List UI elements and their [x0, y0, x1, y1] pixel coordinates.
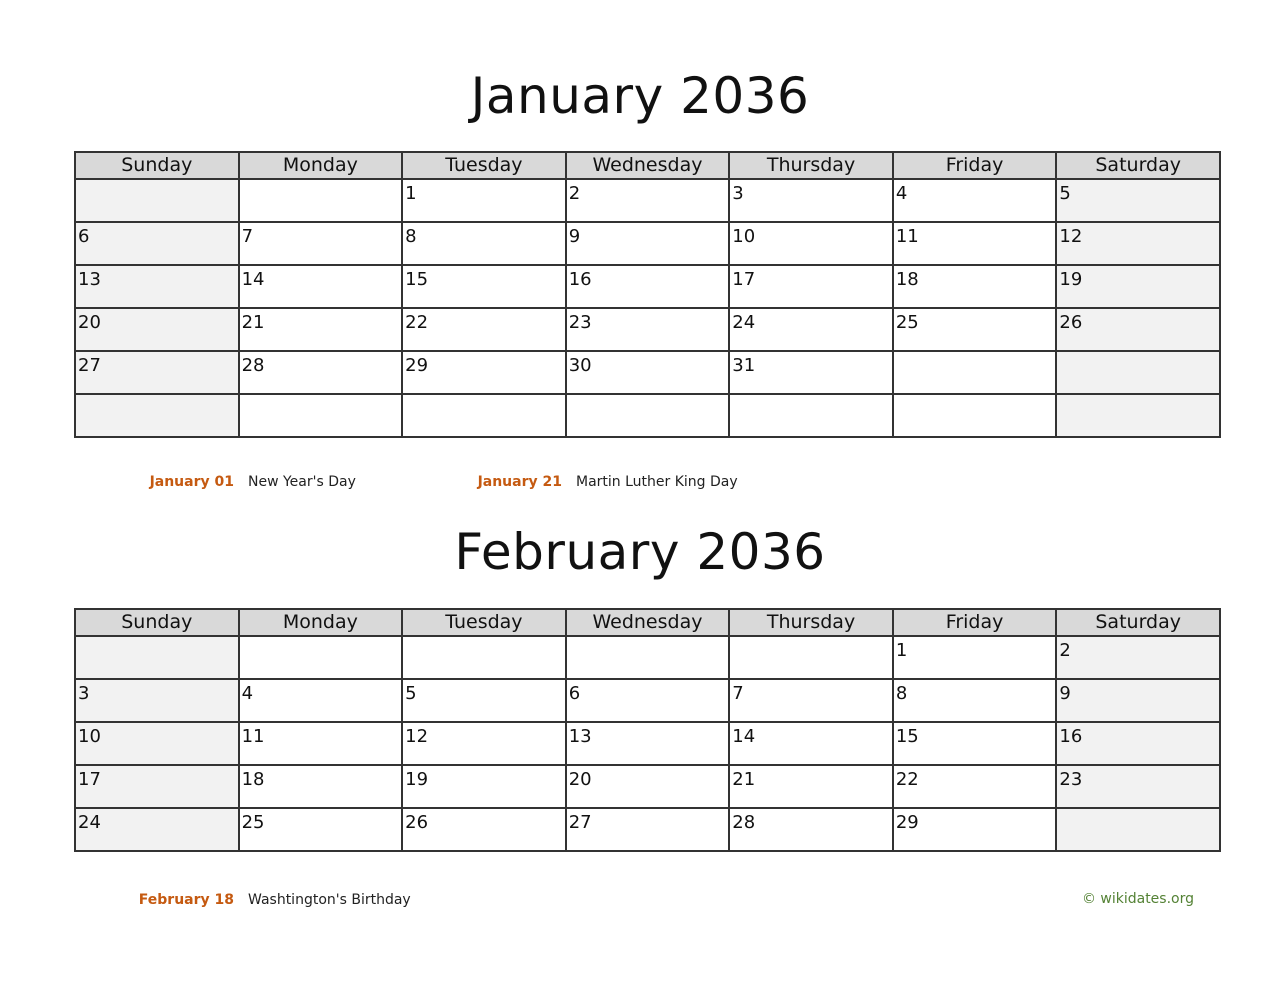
- day-number: 18: [241, 769, 265, 790]
- day-number: 29: [895, 812, 919, 833]
- day-cell: [75, 394, 239, 437]
- day-number: 28: [241, 355, 265, 376]
- weekday-header-thursday: Thursday: [729, 609, 893, 636]
- day-cell: [239, 636, 403, 679]
- day-cell: [893, 808, 1057, 851]
- weekday-header-saturday: Saturday: [1056, 152, 1220, 179]
- day-cell: [402, 222, 566, 265]
- day-cell: [566, 265, 730, 308]
- day-number: 2: [1059, 640, 1071, 661]
- day-cell: [893, 351, 1057, 394]
- day-number: 13: [78, 269, 101, 290]
- day-number: 6: [568, 683, 581, 704]
- holiday-item: [100, 892, 411, 908]
- day-number: [240, 180, 402, 183]
- day-number: 5: [405, 683, 417, 704]
- day-number: 19: [405, 769, 429, 790]
- day-cell: [729, 765, 893, 808]
- day-number: [240, 637, 402, 640]
- week-row: [75, 636, 1220, 679]
- day-cell: [239, 265, 403, 308]
- day-cell: [402, 722, 566, 765]
- week-row: [75, 394, 1220, 437]
- day-number: 23: [1059, 769, 1083, 790]
- day-cell: [239, 765, 403, 808]
- day-number: 9: [568, 226, 581, 247]
- day-cell: [75, 722, 239, 765]
- weekday-header-friday: Friday: [893, 152, 1057, 179]
- day-number: [1057, 352, 1219, 355]
- day-cell: [566, 679, 730, 722]
- day-number: 4: [241, 683, 254, 704]
- week-row: [75, 265, 1220, 308]
- day-cell: [729, 179, 893, 222]
- day-number: 17: [78, 769, 101, 790]
- day-cell: [729, 679, 893, 722]
- day-cell: [402, 679, 566, 722]
- day-cell: [1056, 765, 1220, 808]
- week-row: [75, 351, 1220, 394]
- weekday-header-monday: Monday: [239, 152, 403, 179]
- holiday-date: February 18: [138, 892, 234, 908]
- day-number: 21: [732, 769, 756, 790]
- day-cell: [893, 179, 1057, 222]
- weekday-header-wednesday: Wednesday: [566, 152, 730, 179]
- day-cell: [566, 179, 730, 222]
- day-cell: [729, 265, 893, 308]
- day-cell: [1056, 636, 1220, 679]
- day-cell: [729, 636, 893, 679]
- day-cell: [402, 265, 566, 308]
- day-number: 21: [241, 312, 265, 333]
- day-number: 30: [568, 355, 592, 376]
- holiday-name: Martin Luther King Day: [576, 474, 738, 490]
- day-cell: [1056, 351, 1220, 394]
- holiday-name: Washtington's Birthday: [248, 892, 411, 908]
- week-row: [75, 179, 1220, 222]
- day-number: 4: [895, 183, 908, 204]
- day-number: 15: [895, 726, 919, 747]
- weekday-header-monday: Monday: [239, 609, 403, 636]
- holidays-january: [0, 474, 1280, 494]
- day-number: [567, 395, 729, 398]
- day-cell: [893, 679, 1057, 722]
- day-number: 23: [568, 312, 592, 333]
- day-number: 26: [405, 812, 429, 833]
- day-number: 31: [732, 355, 756, 376]
- day-cell: [239, 394, 403, 437]
- day-number: 17: [732, 269, 756, 290]
- day-number: [403, 637, 565, 640]
- day-number: 14: [732, 726, 756, 747]
- day-number: 7: [241, 226, 254, 247]
- week-row: [75, 722, 1220, 765]
- day-cell: [239, 808, 403, 851]
- day-number: 25: [895, 312, 919, 333]
- day-number: 11: [241, 726, 265, 747]
- day-number: 6: [78, 226, 90, 247]
- day-cell: [893, 636, 1057, 679]
- weekday-header-sunday: Sunday: [75, 152, 239, 179]
- day-cell: [402, 765, 566, 808]
- day-number: 22: [895, 769, 919, 790]
- day-cell: [893, 394, 1057, 437]
- day-number: 1: [405, 183, 417, 204]
- day-cell: [729, 808, 893, 851]
- weekday-header-tuesday: Tuesday: [402, 152, 566, 179]
- day-cell: [566, 722, 730, 765]
- day-cell: [566, 765, 730, 808]
- day-cell: [239, 679, 403, 722]
- day-number: 7: [732, 683, 744, 704]
- week-row: [75, 808, 1220, 851]
- day-number: [76, 637, 238, 640]
- day-number: 28: [732, 812, 756, 833]
- day-cell: [75, 265, 239, 308]
- weekday-header-row: [75, 609, 1220, 636]
- day-number: 5: [1059, 183, 1071, 204]
- day-number: 16: [568, 269, 592, 290]
- weekday-header-friday: Friday: [893, 609, 1057, 636]
- day-number: [894, 352, 1056, 355]
- day-cell: [893, 765, 1057, 808]
- day-number: 2: [568, 183, 581, 204]
- day-number: [76, 180, 238, 183]
- day-number: 25: [241, 812, 265, 833]
- day-cell: [75, 308, 239, 351]
- day-cell: [729, 351, 893, 394]
- day-number: 1: [895, 640, 908, 661]
- day-cell: [75, 679, 239, 722]
- day-cell: [729, 394, 893, 437]
- day-cell: [566, 351, 730, 394]
- day-number: 20: [78, 312, 101, 333]
- week-row: [75, 679, 1220, 722]
- weekday-header-tuesday: Tuesday: [402, 609, 566, 636]
- day-number: 22: [405, 312, 429, 333]
- calendar-february: [74, 608, 1221, 852]
- month-title-february: February 2036: [454, 523, 826, 581]
- week-row: [75, 308, 1220, 351]
- weekday-header-saturday: Saturday: [1056, 609, 1220, 636]
- day-cell: [566, 394, 730, 437]
- day-cell: [402, 179, 566, 222]
- day-cell: [402, 308, 566, 351]
- day-cell: [75, 179, 239, 222]
- day-cell: [239, 179, 403, 222]
- day-cell: [402, 808, 566, 851]
- day-cell: [729, 722, 893, 765]
- day-cell: [75, 765, 239, 808]
- day-number: [240, 395, 402, 398]
- day-number: 18: [895, 269, 919, 290]
- day-number: [1057, 809, 1219, 812]
- day-number: 24: [732, 312, 756, 333]
- day-cell: [1056, 265, 1220, 308]
- day-cell: [566, 222, 730, 265]
- day-cell: [729, 308, 893, 351]
- day-number: 11: [895, 226, 919, 247]
- week-row: [75, 765, 1220, 808]
- day-number: [1057, 395, 1219, 398]
- day-cell: [566, 308, 730, 351]
- day-number: 27: [568, 812, 592, 833]
- day-number: 20: [568, 769, 592, 790]
- calendar-january: [74, 151, 1221, 438]
- copyright-credit: © wikidates.org: [1081, 891, 1194, 907]
- day-cell: [239, 222, 403, 265]
- holiday-item: [100, 474, 356, 490]
- day-cell: [75, 351, 239, 394]
- day-cell: [1056, 222, 1220, 265]
- day-number: 12: [405, 726, 429, 747]
- day-cell: [239, 722, 403, 765]
- weekday-header-wednesday: Wednesday: [566, 609, 730, 636]
- day-number: 13: [568, 726, 592, 747]
- day-number: [730, 637, 892, 640]
- day-number: 9: [1059, 683, 1071, 704]
- day-cell: [75, 636, 239, 679]
- week-row: [75, 222, 1220, 265]
- day-cell: [893, 265, 1057, 308]
- day-cell: [239, 308, 403, 351]
- day-number: 8: [895, 683, 908, 704]
- day-number: 10: [732, 226, 756, 247]
- day-number: 3: [732, 183, 744, 204]
- day-cell: [1056, 679, 1220, 722]
- day-cell: [1056, 394, 1220, 437]
- day-number: [403, 395, 565, 398]
- day-number: [567, 637, 729, 640]
- month-title-january: January 2036: [470, 67, 810, 125]
- day-number: 3: [78, 683, 90, 704]
- day-cell: [729, 222, 893, 265]
- day-number: 19: [1059, 269, 1083, 290]
- day-number: 26: [1059, 312, 1083, 333]
- day-number: [76, 395, 238, 398]
- day-cell: [893, 222, 1057, 265]
- day-cell: [239, 351, 403, 394]
- day-cell: [1056, 308, 1220, 351]
- day-cell: [75, 222, 239, 265]
- day-number: 8: [405, 226, 417, 247]
- day-number: 27: [78, 355, 101, 376]
- day-number: [730, 395, 892, 398]
- day-cell: [75, 808, 239, 851]
- day-cell: [1056, 808, 1220, 851]
- day-cell: [402, 636, 566, 679]
- day-number: 16: [1059, 726, 1083, 747]
- day-number: 10: [78, 726, 101, 747]
- day-cell: [893, 722, 1057, 765]
- day-number: [894, 395, 1056, 398]
- day-cell: [893, 308, 1057, 351]
- weekday-header-row: [75, 152, 1220, 179]
- weekday-header-thursday: Thursday: [729, 152, 893, 179]
- holiday-date: January 21: [477, 474, 562, 490]
- day-number: 24: [78, 812, 101, 833]
- day-cell: [1056, 722, 1220, 765]
- day-cell: [566, 808, 730, 851]
- weekday-header-sunday: Sunday: [75, 609, 239, 636]
- day-cell: [566, 636, 730, 679]
- holiday-date: January 01: [149, 474, 234, 490]
- day-number: 12: [1059, 226, 1083, 247]
- day-cell: [402, 351, 566, 394]
- day-cell: [1056, 179, 1220, 222]
- holiday-item: [426, 474, 738, 490]
- day-cell: [402, 394, 566, 437]
- day-number: 15: [405, 269, 429, 290]
- day-number: 29: [405, 355, 429, 376]
- day-number: 14: [241, 269, 265, 290]
- holiday-name: New Year's Day: [248, 474, 356, 490]
